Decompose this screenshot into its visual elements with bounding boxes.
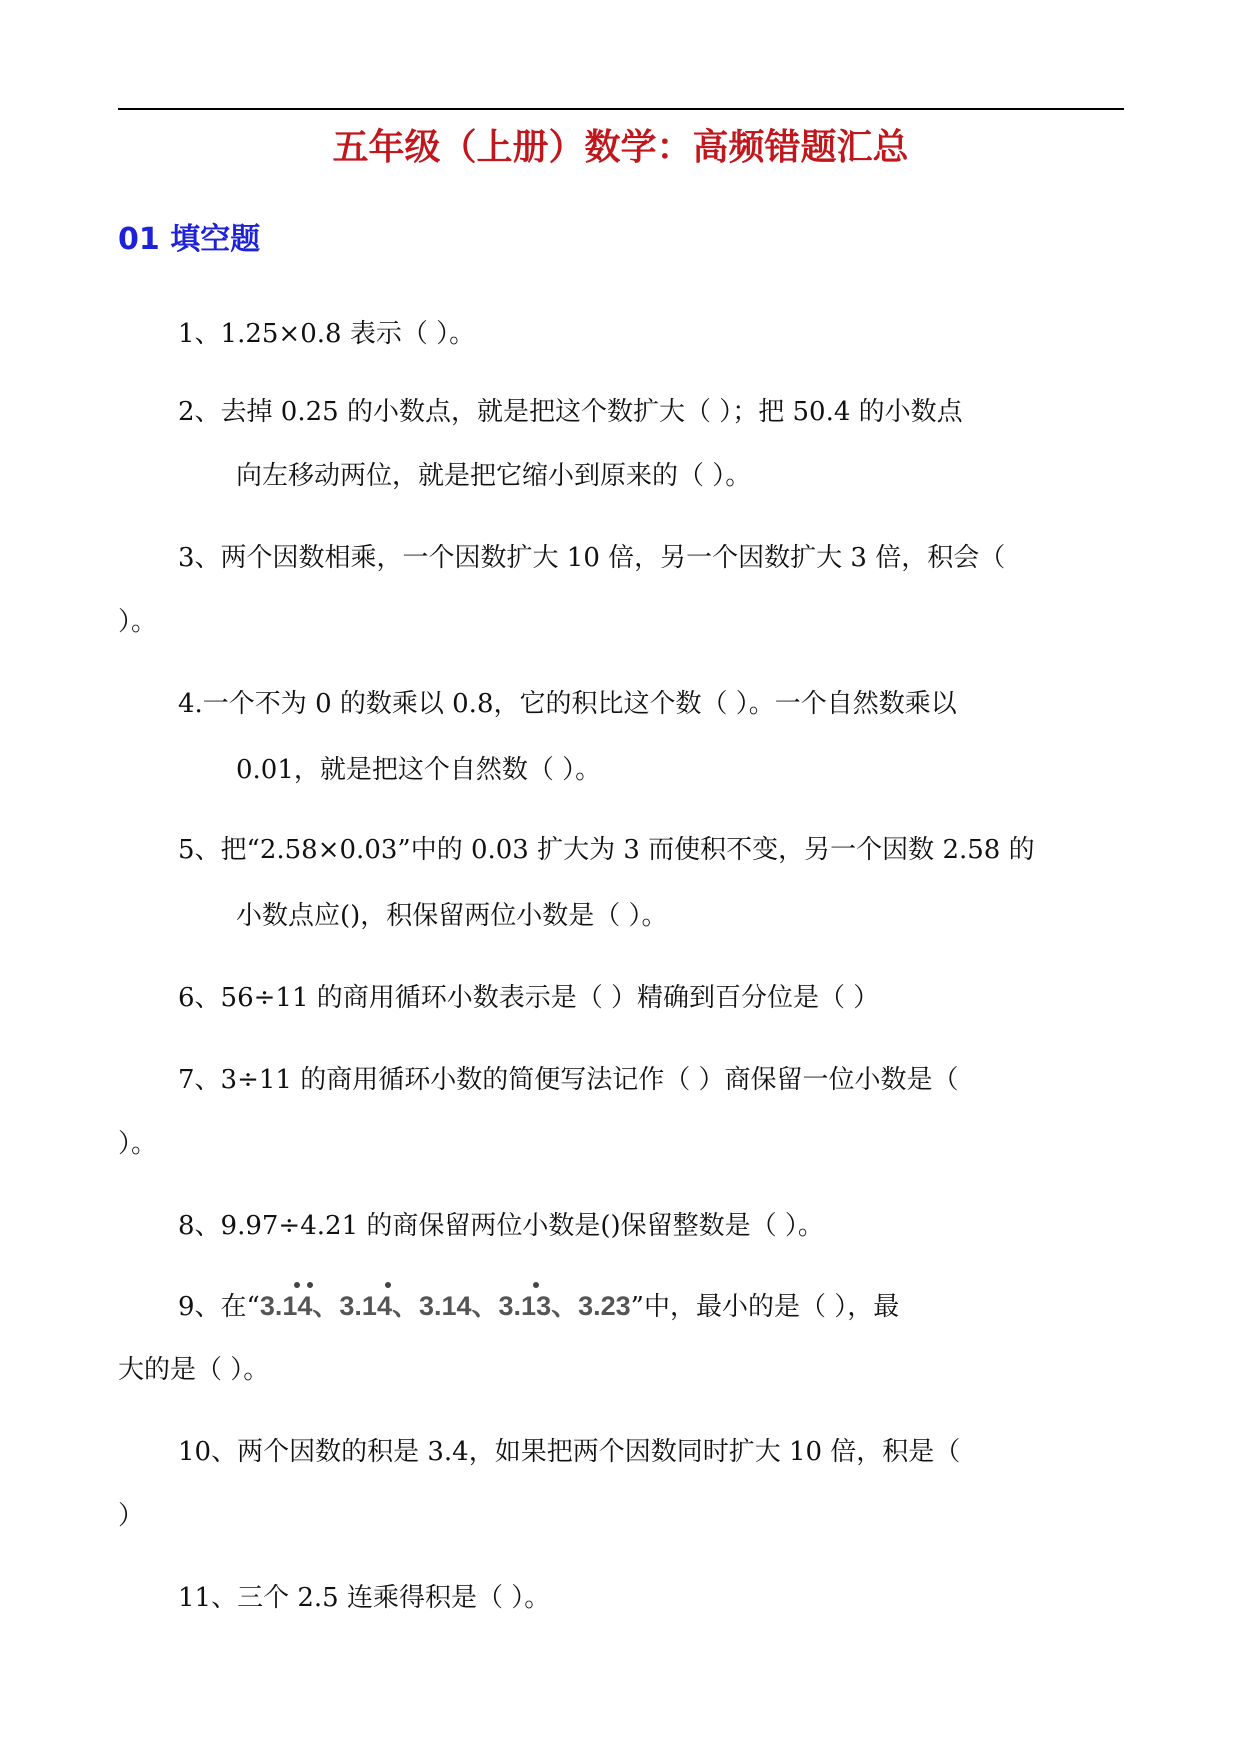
repeat-dot bbox=[533, 1282, 539, 1288]
question-2-line-2: 向左移动两位，就是把它缩小到原来的（ ）。 bbox=[236, 461, 752, 491]
question-6: 6、56÷11 的商用循环小数表示是（ ）精确到百分位是（ ） bbox=[178, 983, 880, 1013]
decimal-5: 3.23 bbox=[578, 1291, 631, 1321]
page-title: 五年级（上册）数学：高频错题汇总 bbox=[332, 127, 909, 168]
question-1: 1、1.25×0.8 表示（ ）。 bbox=[178, 319, 476, 349]
question-9-line-1 bbox=[178, 1288, 899, 1325]
question-10-line-1: 10、两个因数的积是 3.4，如果把两个因数同时扩大 10 倍，积是（ bbox=[178, 1437, 961, 1467]
decimal-3: 3.14 bbox=[418, 1291, 472, 1321]
top-rule bbox=[118, 108, 1124, 110]
question-3-line-1: 3、两个因数相乘，一个因数扩大 10 倍，另一个因数扩大 3 倍，积会（ bbox=[178, 543, 1006, 573]
question-7-line-1: 7、3÷11 的商用循环小数的简便写法记作（ ）商保留一位小数是（ bbox=[178, 1065, 959, 1095]
question-4-line-1: 4.一个不为 0 的数乘以 0.8，它的积比这个数（ ）。一个自然数乘以 bbox=[178, 689, 957, 719]
section-heading: 01 填空题 bbox=[118, 222, 261, 257]
repeat-dot bbox=[385, 1282, 391, 1288]
question-3-line-2: ）。 bbox=[118, 607, 158, 637]
decimal-1: 3.14 bbox=[260, 1288, 313, 1324]
question-5-line-1: 5、把“2.58×0.03”中的 0.03 扩大为 3 而使积不变，另一个因数 2.58 的 bbox=[178, 835, 1035, 865]
question-11: 11、三个 2.5 连乘得积是（ ）。 bbox=[178, 1583, 551, 1613]
question-9-prefix: 9、在“ bbox=[178, 1292, 260, 1322]
question-7-line-2: ）。 bbox=[118, 1129, 158, 1159]
question-2-line-1: 2、去掉 0.25 的小数点，就是把这个数扩大（ ）；把 50.4 的小数点 bbox=[178, 397, 963, 427]
question-5-line-2: 小数点应()，积保留两位小数是（ ）。 bbox=[236, 901, 668, 931]
question-9-line-2: 大的是（ ）。 bbox=[118, 1355, 270, 1385]
question-8: 8、9.97÷4.21 的商保留两位小数是()保留整数是（ ）。 bbox=[178, 1211, 824, 1241]
question-4-line-2: 0.01，就是把这个自然数（ ）。 bbox=[236, 755, 602, 785]
decimal-4: 3.13 bbox=[499, 1288, 552, 1324]
repeat-dot bbox=[307, 1282, 313, 1288]
repeating-decimals-image: 3.14 、3.14 、3.14、3.13 、3.23 bbox=[260, 1288, 631, 1324]
question-10-line-2: ） bbox=[118, 1501, 145, 1531]
question-9-suffix: ”中，最小的是（ ），最 bbox=[630, 1292, 900, 1322]
decimal-2: 3.14 bbox=[339, 1288, 392, 1324]
repeat-dot bbox=[294, 1282, 300, 1288]
